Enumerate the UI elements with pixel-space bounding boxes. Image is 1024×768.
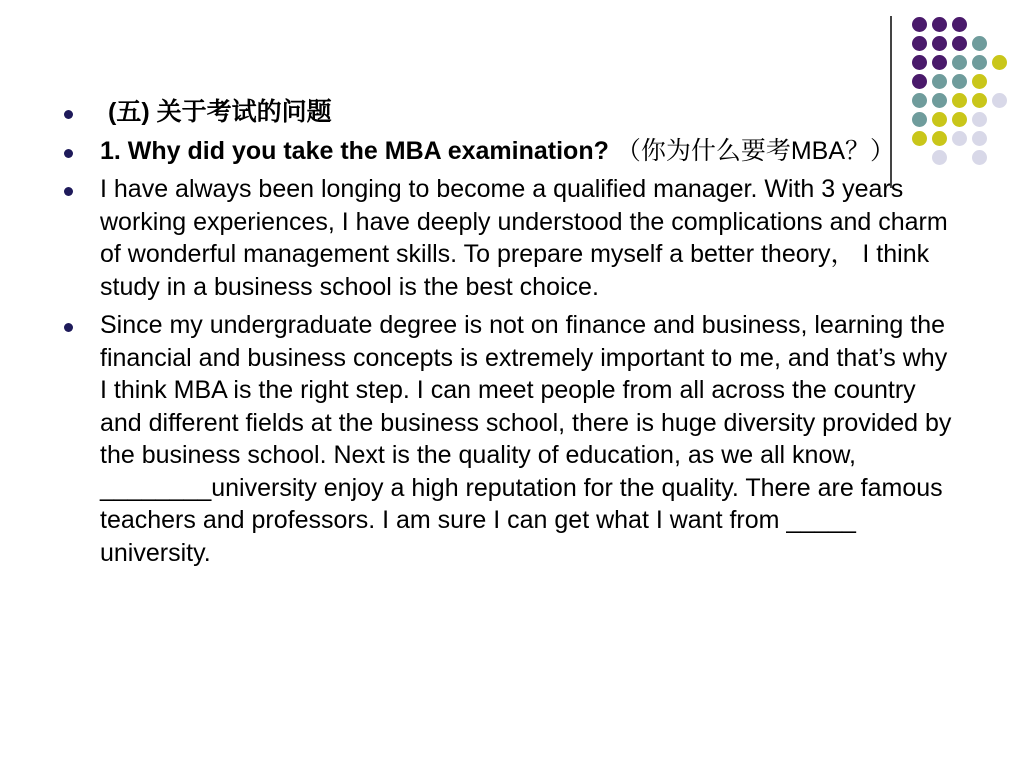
decorative-dot: [912, 17, 927, 32]
decorative-dot: [972, 93, 987, 108]
decorative-dot: [972, 55, 987, 70]
decorative-dot: [952, 17, 967, 32]
slide-content: [58, 96, 958, 575]
decorative-dot: [912, 74, 927, 89]
decorative-dot: [952, 36, 967, 51]
answer-paragraph: I have always been longing to become a qualified manager. With 3 years working experiences, I have deeply understood the complications and charm of wonderful management skills. To prepare myself a better theory， I think study in a business school is the best choice.: [100, 175, 948, 301]
bullet-list: [58, 96, 958, 569]
decorative-dot: [912, 55, 927, 70]
decorative-dot: [972, 150, 987, 165]
decorative-dot: [932, 55, 947, 70]
decorative-dot: [972, 131, 987, 146]
bullet-item-answer-1: [58, 173, 958, 303]
decorative-dot: [972, 36, 987, 51]
answer-paragraph: Since my undergraduate degree is not on finance and business, learning the financial and business concepts is extremely important to me, and that’s why I think MBA is the right step. I can meet people from all across the country and different fields at the business school, there is huge diversity provided by the business school. Next is the quality of education, as we all know, ________university enjoy a high reputation for the quality. There are famous teachers and professors. I am sure I can get what I want from _____ university.: [100, 311, 952, 567]
bullet-item-section-title: [58, 96, 958, 129]
decorative-dot: [992, 55, 1007, 70]
decorative-dot: [972, 112, 987, 127]
section-title: (五) 关于考试的问题: [108, 98, 332, 126]
decorative-dot: [952, 74, 967, 89]
decorative-dot: [932, 17, 947, 32]
decorative-dot: [912, 36, 927, 51]
decorative-dot: [972, 74, 987, 89]
bullet-dot-icon: [64, 187, 73, 196]
decorative-dot: [992, 93, 1007, 108]
bullet-dot-icon: [64, 110, 73, 119]
decorative-dot: [932, 36, 947, 51]
bullet-item-answer-2: [58, 309, 958, 569]
question-text: 1. Why did you take the MBA examination?: [100, 136, 609, 165]
decorative-dot: [932, 74, 947, 89]
decorative-dot: [952, 55, 967, 70]
question-translation: （你为什么要考MBA？）: [608, 136, 895, 165]
bullet-item-question: [58, 135, 958, 168]
bullet-dot-icon: [64, 149, 73, 158]
bullet-dot-icon: [64, 323, 73, 332]
